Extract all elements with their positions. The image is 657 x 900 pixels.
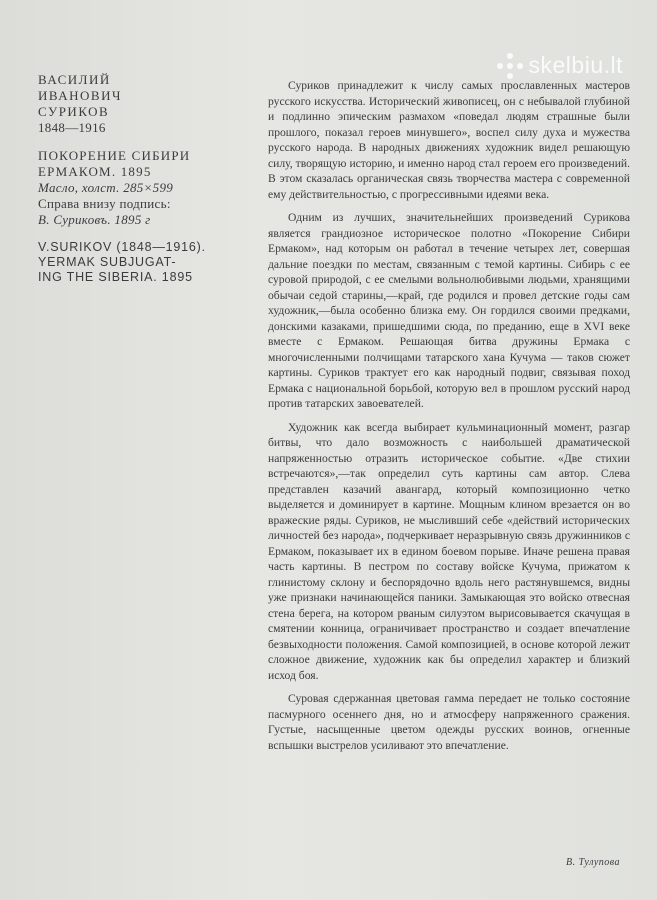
article-body <box>268 78 630 761</box>
english-caption-line: ING THE SIBERIA. 1895 <box>38 270 193 284</box>
author-signature: В. Тулупова <box>566 857 621 868</box>
artist-name-line: ИВАНОВИЧ <box>38 88 122 103</box>
watermark-text: skelbiu.lt <box>528 52 623 78</box>
artwork-title-line: ЕРМАКОМ. 1895 <box>38 164 152 179</box>
article-paragraph: Одним из лучших, значительнейших произведений Сурикова является грандиозное историческое полотно «Покорение Сибири Ермаком», над которым он работал в течение четырех лет, совершая дальние поездки по местам, связанным с темой картины. Сибирь с ее суровой природой, с ее смелыми вольнолюбивыми людьми, хранящими обычаи седой старины,—край, где родился и провел детские годы сам художник,—была особенно близка ему. Он гордился своими предками, донскими казаками, пришедшими сюда, по преданию, еще в XVI веке вместе с Ермаком. Решающая битва дружины Ермака с многочисленными полчищами татарского хана Кучума — таков сюжет картины. Суриков трактует его как народный подвиг, связывая поход Ермака с национальной борьбой, которую вел в прошлом русский народ против татарских завоевателей. <box>268 211 630 410</box>
article-paragraph: Художник как всегда выбирает кульминационный момент, разгар битвы, что дало возможность с наибольшей драматической напряженностью отразить историческое событие. «Две стихии встречаются»,—так определил суть картины сам автор. Слева представлен казачий авангард, который композиционно четко выделяется и доминирует в картине. Мощным клином врезается он во вражеские ряды. Суриков, не мысливший себе «действий исторических личностей без народа», подчеркивает неразрывную связь дружинников с Ермаком, показывает их в едином боевом порыве. Иначе решена правая часть картины. В пестром по составу войске Кучума, прижатом к глинистому склону и беспорядочно вдоль него растянувшемся, видны уже признаки начинающейся паники. Замыкающая это войско отвесная стена берега, на котором рваным силуэтом вырисовывается скачущая в смятении конница, ограничивает пространство и создает впечатление безвыходности положения. Самой композицией, в основе которой лежит сложное движение, художник как бы определил характер и близкий исход боя. <box>268 420 630 682</box>
artist-block <box>38 72 238 136</box>
artist-name-line: СУРИКОВ <box>38 104 110 119</box>
artwork-medium: Масло, холст. 285×599 <box>38 180 174 195</box>
article-paragraph: Суриков принадлежит к числу самых прославленных мастеров русского искусства. Исторический живописец, он с небывалой глубиной и подлинно эпическим размахом «поведал людям страшные были прошлого, показал героев минувшего», воспел силу духа и мужества русского народа. В народных движениях художник видел решающую силу, творящую историю, и именно народ стал героем его произведений. В этом сказалась органическая связь творчества мастера с современной ему действительностью, с прогрессивными идеями века. <box>268 79 630 201</box>
caption-column <box>38 72 238 297</box>
artist-years: 1848—1916 <box>38 120 106 135</box>
inscription-label: Справа внизу подпись: <box>38 196 171 211</box>
inscription-text: В. Суриковъ. 1895 г <box>38 212 151 227</box>
article-paragraph: Суровая сдержанная цветовая гамма передает не только состояние пасмурного осеннего дня, но и атмосферу напряженного сражения. Густые, насыщенные цветом одежды русских воинов, огненные вспышки выстрелов усиливают это впечатление. <box>268 692 630 752</box>
artwork-block <box>38 148 238 228</box>
artwork-title-line: ПОКОРЕНИЕ СИБИРИ <box>38 148 191 163</box>
english-caption <box>38 240 238 285</box>
english-caption-line: YERMAK SUBJUGAT- <box>38 255 177 269</box>
english-caption-line: V.SURIKOV (1848—1916). <box>38 240 206 254</box>
artist-name-line: ВАСИЛИЙ <box>38 72 111 87</box>
logo-dots-icon <box>497 53 523 79</box>
site-watermark <box>497 52 623 79</box>
